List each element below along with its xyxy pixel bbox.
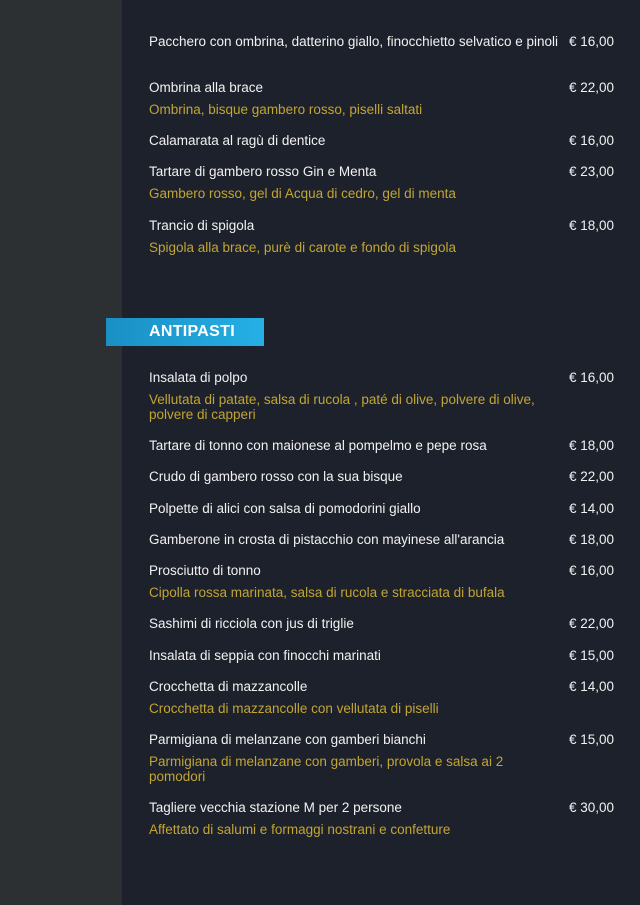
- item-price: € 16,00: [568, 34, 614, 49]
- item-description: Cipolla rossa marinata, salsa di rucola e stracciata di bufala: [149, 585, 505, 600]
- section-title: ANTIPASTI: [149, 323, 235, 340]
- item-name: Tagliere vecchia stazione M per 2 persone: [149, 800, 402, 815]
- item-price: € 16,00: [568, 563, 614, 578]
- item-price: € 14,00: [568, 679, 614, 694]
- item-name: Polpette di alici con salsa di pomodorini giallo: [149, 501, 421, 516]
- item-name: Sashimi di ricciola con jus di triglie: [149, 616, 354, 631]
- menu-item: [149, 34, 614, 49]
- menu-item: [149, 370, 614, 422]
- item-price: € 22,00: [568, 469, 614, 484]
- item-price: € 14,00: [568, 501, 614, 516]
- menu-item: [149, 648, 614, 663]
- item-price: € 23,00: [568, 164, 614, 179]
- item-price: € 22,00: [568, 80, 614, 95]
- item-name: Ombrina alla brace: [149, 80, 264, 95]
- item-name: Insalata di polpo: [149, 370, 248, 385]
- item-name: Parmigiana di melanzane con gamberi bianchi: [149, 732, 426, 747]
- menu-item: [149, 501, 614, 516]
- menu-item: [149, 218, 614, 255]
- item-name: Insalata di seppia con finocchi marinati: [149, 648, 381, 663]
- menu-item: [149, 800, 614, 837]
- item-price: € 18,00: [568, 438, 614, 453]
- menu-item: [149, 80, 614, 117]
- menu-item: [149, 679, 614, 716]
- item-price: € 22,00: [568, 616, 614, 631]
- item-description: Affettato di salumi e formaggi nostrani e confetture: [149, 822, 451, 837]
- item-description: Spigola alla brace, purè di carote e fondo di spigola: [149, 240, 456, 255]
- item-name: Crocchetta di mazzancolle: [149, 679, 308, 694]
- menu-item: [149, 563, 614, 600]
- item-price: € 15,00: [568, 648, 614, 663]
- item-price: € 18,00: [568, 218, 614, 233]
- item-name: Tartare di tonno con maionese al pompelmo e pepe rosa: [149, 438, 487, 453]
- menu-item: [149, 616, 614, 631]
- item-price: € 16,00: [568, 133, 614, 148]
- section-header-antipasti: [106, 318, 264, 346]
- menu-item: [149, 164, 614, 201]
- item-price: € 30,00: [568, 800, 614, 815]
- item-name: Crudo di gambero rosso con la sua bisque: [149, 469, 403, 484]
- item-name: Tartare di gambero rosso Gin e Menta: [149, 164, 377, 179]
- menu-item: [149, 732, 614, 784]
- menu-item: [149, 438, 614, 453]
- item-name: Gamberone in crosta di pistacchio con mayinese all'arancia: [149, 532, 505, 547]
- side-strip: [0, 0, 122, 905]
- item-description: Ombrina, bisque gambero rosso, piselli saltati: [149, 102, 423, 117]
- item-price: € 16,00: [568, 370, 614, 385]
- menu-page: [122, 0, 640, 905]
- menu-item: [149, 532, 614, 547]
- menu-item: [149, 133, 614, 148]
- item-name: Pacchero con ombrina, datterino giallo, finocchietto selvatico e pinoli: [149, 34, 558, 49]
- item-name: Prosciutto di tonno: [149, 563, 261, 578]
- menu-item: [149, 469, 614, 484]
- item-description: Crocchetta di mazzancolle con vellutata di piselli: [149, 701, 439, 716]
- item-description: Parmigiana di melanzane con gamberi, provola e salsa ai 2 pomodori: [149, 754, 504, 784]
- item-description: Vellutata di patate, salsa di rucola , paté di olive, polvere di olive, polvere di capperi: [149, 392, 535, 422]
- item-description: Gambero rosso, gel di Acqua di cedro, gel di menta: [149, 186, 456, 201]
- item-name: Calamarata al ragù di dentice: [149, 133, 326, 148]
- item-price: € 15,00: [568, 732, 614, 747]
- item-name: Trancio di spigola: [149, 218, 255, 233]
- item-price: € 18,00: [568, 532, 614, 547]
